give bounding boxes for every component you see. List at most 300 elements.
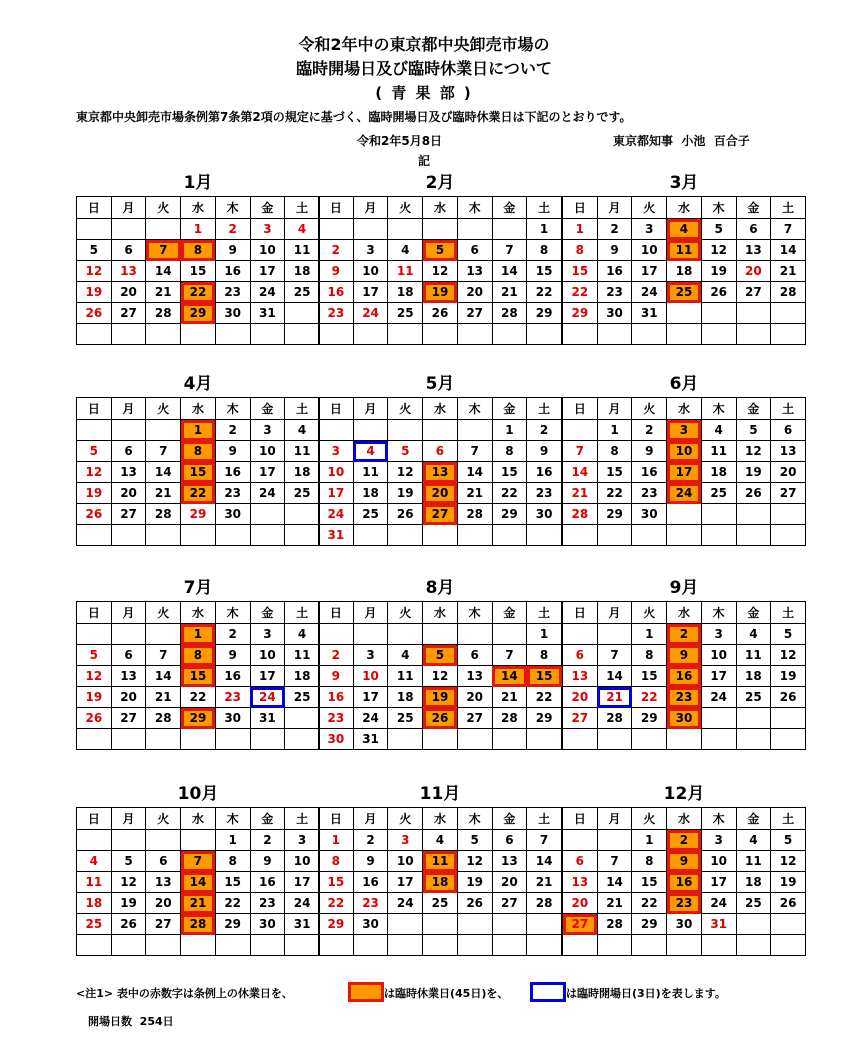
weekday-header: 木: [701, 602, 736, 624]
empty-cell: [388, 914, 423, 935]
day-cell: 30: [353, 914, 388, 935]
empty-cell: [563, 420, 598, 441]
day-cell: 9: [319, 666, 354, 687]
day-cell: 26: [388, 504, 423, 525]
day-cell: 11: [388, 261, 423, 282]
day-cell: 22: [597, 483, 632, 504]
month-calendar: [76, 172, 320, 345]
day-cell: 14: [146, 666, 181, 687]
day-cell: 26: [771, 687, 806, 708]
day-cell: 15: [181, 666, 216, 687]
day-cell: 25: [701, 483, 736, 504]
month-table: [318, 397, 562, 546]
day-cell: 15: [215, 872, 250, 893]
month-table: [562, 196, 806, 345]
weekday-header: 木: [215, 197, 250, 219]
day-cell: 2: [319, 645, 354, 666]
month-title: 1月: [183, 173, 213, 193]
day-cell: 24: [667, 483, 702, 504]
legend-open-text: は臨時開場日(3日)を表します。: [566, 987, 726, 1000]
weekday-header: 月: [353, 197, 388, 219]
day-cell: 25: [77, 914, 112, 935]
day-cell: 20: [736, 261, 771, 282]
month-title: 4月: [183, 374, 213, 394]
weekday-header: 月: [111, 197, 146, 219]
day-cell: 13: [111, 462, 146, 483]
day-cell: 15: [597, 462, 632, 483]
weekday-header: 火: [388, 197, 423, 219]
empty-cell: [632, 525, 667, 546]
day-cell: 28: [563, 504, 598, 525]
empty-cell: [736, 324, 771, 345]
day-cell: 18: [388, 687, 423, 708]
day-cell: 10: [250, 645, 285, 666]
day-cell: 9: [319, 261, 354, 282]
empty-cell: [77, 420, 112, 441]
weekday-header: 火: [388, 808, 423, 830]
weekday-header: 火: [146, 808, 181, 830]
weekday-header: 火: [146, 197, 181, 219]
day-cell: 23: [667, 687, 702, 708]
empty-cell: [771, 914, 806, 935]
month-calendar: [562, 577, 806, 750]
empty-cell: [423, 729, 458, 750]
empty-cell: [353, 624, 388, 645]
day-cell: 6: [492, 830, 527, 851]
empty-cell: [736, 303, 771, 324]
day-cell: 11: [701, 441, 736, 462]
day-cell: 3: [319, 441, 354, 462]
empty-cell: [597, 830, 632, 851]
weekday-header: 土: [527, 808, 562, 830]
weekday-header: 水: [181, 808, 216, 830]
title-line-1: 令和2年中の東京都中央卸売市場の: [298, 35, 550, 54]
day-cell: 26: [111, 914, 146, 935]
day-cell: 10: [353, 666, 388, 687]
empty-cell: [563, 525, 598, 546]
day-cell: 22: [181, 483, 216, 504]
day-cell: 2: [632, 420, 667, 441]
empty-cell: [285, 303, 320, 324]
empty-cell: [250, 504, 285, 525]
day-cell: 26: [77, 708, 112, 729]
day-cell: 30: [215, 708, 250, 729]
day-cell: 7: [492, 645, 527, 666]
empty-cell: [285, 729, 320, 750]
empty-cell: [77, 830, 112, 851]
day-cell: 19: [423, 282, 458, 303]
day-cell: 15: [632, 666, 667, 687]
day-cell: 14: [527, 851, 562, 872]
empty-cell: [146, 624, 181, 645]
day-cell: 24: [285, 893, 320, 914]
day-cell: 6: [457, 645, 492, 666]
day-cell: 21: [146, 282, 181, 303]
empty-cell: [111, 624, 146, 645]
day-cell: 21: [527, 872, 562, 893]
day-cell: 7: [563, 441, 598, 462]
weekday-header: 月: [111, 398, 146, 420]
empty-cell: [319, 624, 354, 645]
empty-cell: [319, 219, 354, 240]
weekday-header: 月: [597, 197, 632, 219]
day-cell: 3: [632, 219, 667, 240]
empty-cell: [146, 420, 181, 441]
empty-cell: [632, 935, 667, 956]
empty-cell: [457, 935, 492, 956]
day-cell: 16: [250, 872, 285, 893]
day-cell: 5: [701, 219, 736, 240]
day-cell: 10: [353, 261, 388, 282]
day-cell: 29: [181, 504, 216, 525]
day-cell: 8: [527, 240, 562, 261]
day-cell: 13: [563, 872, 598, 893]
day-cell: 27: [563, 708, 598, 729]
day-cell: 10: [250, 441, 285, 462]
weekday-header: 土: [771, 808, 806, 830]
day-cell: 19: [423, 687, 458, 708]
empty-cell: [77, 324, 112, 345]
empty-cell: [353, 420, 388, 441]
day-cell: 18: [285, 666, 320, 687]
empty-cell: [667, 504, 702, 525]
day-cell: 21: [492, 687, 527, 708]
day-cell: 18: [423, 872, 458, 893]
day-cell: 8: [319, 851, 354, 872]
month-title: 7月: [183, 578, 213, 598]
month-table: [318, 601, 562, 750]
day-cell: 16: [527, 462, 562, 483]
day-cell: 8: [215, 851, 250, 872]
weekday-header: 日: [563, 197, 598, 219]
empty-cell: [250, 935, 285, 956]
empty-cell: [215, 324, 250, 345]
weekday-header: 日: [319, 197, 354, 219]
weekday-header: 木: [215, 808, 250, 830]
day-cell: 7: [181, 851, 216, 872]
day-cell: 9: [597, 240, 632, 261]
day-cell: 21: [597, 687, 632, 708]
empty-cell: [667, 729, 702, 750]
empty-cell: [492, 525, 527, 546]
weekday-header: 日: [77, 808, 112, 830]
day-cell: 3: [353, 645, 388, 666]
empty-cell: [701, 935, 736, 956]
day-cell: 8: [181, 645, 216, 666]
empty-cell: [285, 935, 320, 956]
empty-cell: [146, 324, 181, 345]
day-cell: 22: [563, 282, 598, 303]
day-cell: 3: [250, 420, 285, 441]
day-cell: 29: [319, 914, 354, 935]
day-cell: 5: [77, 240, 112, 261]
day-cell: 1: [181, 420, 216, 441]
day-cell: 25: [285, 483, 320, 504]
weekday-header: 日: [563, 602, 598, 624]
day-cell: 10: [632, 240, 667, 261]
day-cell: 30: [250, 914, 285, 935]
day-cell: 19: [736, 462, 771, 483]
day-cell: 17: [319, 483, 354, 504]
day-cell: 9: [667, 645, 702, 666]
day-cell: 1: [563, 219, 598, 240]
empty-cell: [181, 935, 216, 956]
day-cell: 19: [77, 483, 112, 504]
day-cell: 4: [701, 420, 736, 441]
empty-cell: [250, 729, 285, 750]
empty-cell: [285, 525, 320, 546]
day-cell: 20: [111, 687, 146, 708]
empty-cell: [388, 935, 423, 956]
day-cell: 12: [771, 851, 806, 872]
day-cell: 27: [457, 303, 492, 324]
day-cell: 16: [667, 666, 702, 687]
day-cell: 29: [181, 708, 216, 729]
empty-cell: [771, 303, 806, 324]
empty-cell: [111, 729, 146, 750]
weekday-header: 水: [181, 602, 216, 624]
empty-cell: [492, 729, 527, 750]
empty-cell: [215, 729, 250, 750]
day-cell: 18: [736, 666, 771, 687]
day-cell: 21: [457, 483, 492, 504]
empty-cell: [388, 624, 423, 645]
weekday-header: 月: [111, 602, 146, 624]
day-cell: 20: [146, 893, 181, 914]
weekday-header: 土: [771, 398, 806, 420]
day-cell: 10: [250, 240, 285, 261]
weekday-header: 木: [457, 808, 492, 830]
empty-cell: [771, 525, 806, 546]
month-calendar: [318, 577, 562, 750]
weekday-header: 火: [146, 398, 181, 420]
weekday-header: 月: [353, 808, 388, 830]
empty-cell: [285, 504, 320, 525]
day-cell: 26: [736, 483, 771, 504]
day-cell: 25: [285, 282, 320, 303]
weekday-header: 水: [423, 398, 458, 420]
weekday-header: 金: [736, 602, 771, 624]
empty-cell: [701, 525, 736, 546]
day-cell: 8: [181, 441, 216, 462]
day-cell: 16: [215, 666, 250, 687]
day-cell: 4: [736, 830, 771, 851]
day-cell: 23: [215, 282, 250, 303]
empty-cell: [736, 914, 771, 935]
weekday-header: 日: [319, 808, 354, 830]
day-cell: 20: [457, 282, 492, 303]
day-cell: 12: [701, 240, 736, 261]
day-cell: 29: [527, 303, 562, 324]
day-cell: 11: [285, 645, 320, 666]
day-cell: 16: [215, 261, 250, 282]
empty-cell: [388, 219, 423, 240]
weekday-header: 木: [215, 398, 250, 420]
day-cell: 14: [457, 462, 492, 483]
day-cell: 24: [701, 687, 736, 708]
day-cell: 22: [215, 893, 250, 914]
day-cell: 8: [492, 441, 527, 462]
empty-cell: [215, 935, 250, 956]
day-cell: 30: [597, 303, 632, 324]
day-cell: 19: [77, 282, 112, 303]
empty-cell: [527, 525, 562, 546]
empty-cell: [492, 935, 527, 956]
day-cell: 5: [423, 240, 458, 261]
day-cell: 24: [250, 282, 285, 303]
empty-cell: [77, 729, 112, 750]
day-cell: 25: [667, 282, 702, 303]
day-cell: 30: [215, 303, 250, 324]
weekday-header: 水: [667, 197, 702, 219]
day-cell: 19: [771, 872, 806, 893]
empty-cell: [111, 420, 146, 441]
day-cell: 7: [597, 851, 632, 872]
day-cell: 2: [319, 240, 354, 261]
day-cell: 9: [527, 441, 562, 462]
day-cell: 5: [77, 645, 112, 666]
day-cell: 9: [215, 441, 250, 462]
governor-name: 東京都知事 小池 百合子: [613, 134, 750, 148]
month-calendar: [562, 373, 806, 546]
weekday-header: 日: [319, 398, 354, 420]
month-calendar: [318, 172, 562, 345]
day-cell: 20: [111, 483, 146, 504]
day-cell: 11: [285, 240, 320, 261]
day-cell: 23: [527, 483, 562, 504]
day-cell: 6: [111, 240, 146, 261]
day-cell: 1: [527, 624, 562, 645]
empty-cell: [319, 935, 354, 956]
day-cell: 27: [736, 282, 771, 303]
month-table: [76, 196, 320, 345]
empty-cell: [527, 914, 562, 935]
month-title: 5月: [425, 374, 455, 394]
day-cell: 3: [285, 830, 320, 851]
empty-cell: [563, 830, 598, 851]
day-cell: 6: [563, 645, 598, 666]
day-cell: 4: [285, 624, 320, 645]
empty-cell: [388, 729, 423, 750]
day-cell: 16: [632, 462, 667, 483]
day-cell: 17: [701, 666, 736, 687]
day-cell: 1: [319, 830, 354, 851]
day-cell: 5: [771, 830, 806, 851]
day-cell: 12: [77, 261, 112, 282]
weekday-header: 水: [423, 602, 458, 624]
day-cell: 15: [319, 872, 354, 893]
weekday-header: 水: [181, 398, 216, 420]
day-cell: 15: [181, 261, 216, 282]
month-table: [562, 397, 806, 546]
day-cell: 15: [632, 872, 667, 893]
day-cell: 2: [215, 624, 250, 645]
month-table: [562, 807, 806, 956]
empty-cell: [597, 525, 632, 546]
day-cell: 3: [701, 830, 736, 851]
day-cell: 15: [563, 261, 598, 282]
day-cell: 7: [457, 441, 492, 462]
day-cell: 25: [285, 687, 320, 708]
month-table: [318, 196, 562, 345]
empty-cell: [423, 324, 458, 345]
day-cell: 3: [388, 830, 423, 851]
day-cell: 12: [423, 666, 458, 687]
day-cell: 4: [736, 624, 771, 645]
weekday-header: 金: [492, 197, 527, 219]
empty-cell: [563, 624, 598, 645]
day-cell: 30: [319, 729, 354, 750]
day-cell: 2: [527, 420, 562, 441]
day-cell: 2: [667, 624, 702, 645]
day-cell: 3: [250, 624, 285, 645]
day-cell: 26: [77, 303, 112, 324]
day-cell: 31: [250, 708, 285, 729]
day-cell: 20: [563, 687, 598, 708]
day-cell: 10: [285, 851, 320, 872]
weekday-header: 金: [736, 808, 771, 830]
day-cell: 10: [388, 851, 423, 872]
day-cell: 23: [632, 483, 667, 504]
day-cell: 31: [353, 729, 388, 750]
month-calendar: [318, 783, 562, 956]
weekday-header: 火: [632, 808, 667, 830]
weekday-header: 火: [388, 398, 423, 420]
month-calendar: [76, 373, 320, 546]
day-cell: 26: [423, 708, 458, 729]
day-cell: 7: [146, 441, 181, 462]
day-cell: 18: [701, 462, 736, 483]
day-cell: 4: [423, 830, 458, 851]
weekday-header: 水: [667, 398, 702, 420]
empty-cell: [667, 303, 702, 324]
day-cell: 14: [563, 462, 598, 483]
empty-cell: [527, 324, 562, 345]
day-cell: 28: [597, 708, 632, 729]
day-cell: 28: [771, 282, 806, 303]
day-cell: 26: [77, 504, 112, 525]
weekday-header: 土: [285, 197, 320, 219]
day-cell: 19: [457, 872, 492, 893]
day-cell: 14: [181, 872, 216, 893]
day-cell: 2: [353, 830, 388, 851]
weekday-header: 木: [215, 602, 250, 624]
empty-cell: [285, 708, 320, 729]
day-cell: 21: [181, 893, 216, 914]
day-cell: 1: [632, 830, 667, 851]
weekday-header: 金: [250, 808, 285, 830]
day-cell: 20: [771, 462, 806, 483]
day-cell: 12: [77, 666, 112, 687]
day-cell: 23: [319, 303, 354, 324]
weekday-header: 木: [701, 197, 736, 219]
day-cell: 25: [736, 687, 771, 708]
day-cell: 27: [423, 504, 458, 525]
day-cell: 20: [563, 893, 598, 914]
day-cell: 20: [457, 687, 492, 708]
day-cell: 16: [353, 872, 388, 893]
month-table: [76, 601, 320, 750]
day-cell: 24: [632, 282, 667, 303]
empty-cell: [457, 914, 492, 935]
weekday-header: 日: [563, 808, 598, 830]
day-cell: 29: [632, 914, 667, 935]
empty-cell: [701, 708, 736, 729]
empty-cell: [146, 935, 181, 956]
day-cell: 19: [388, 483, 423, 504]
day-cell: 27: [492, 893, 527, 914]
weekday-header: 水: [667, 808, 702, 830]
